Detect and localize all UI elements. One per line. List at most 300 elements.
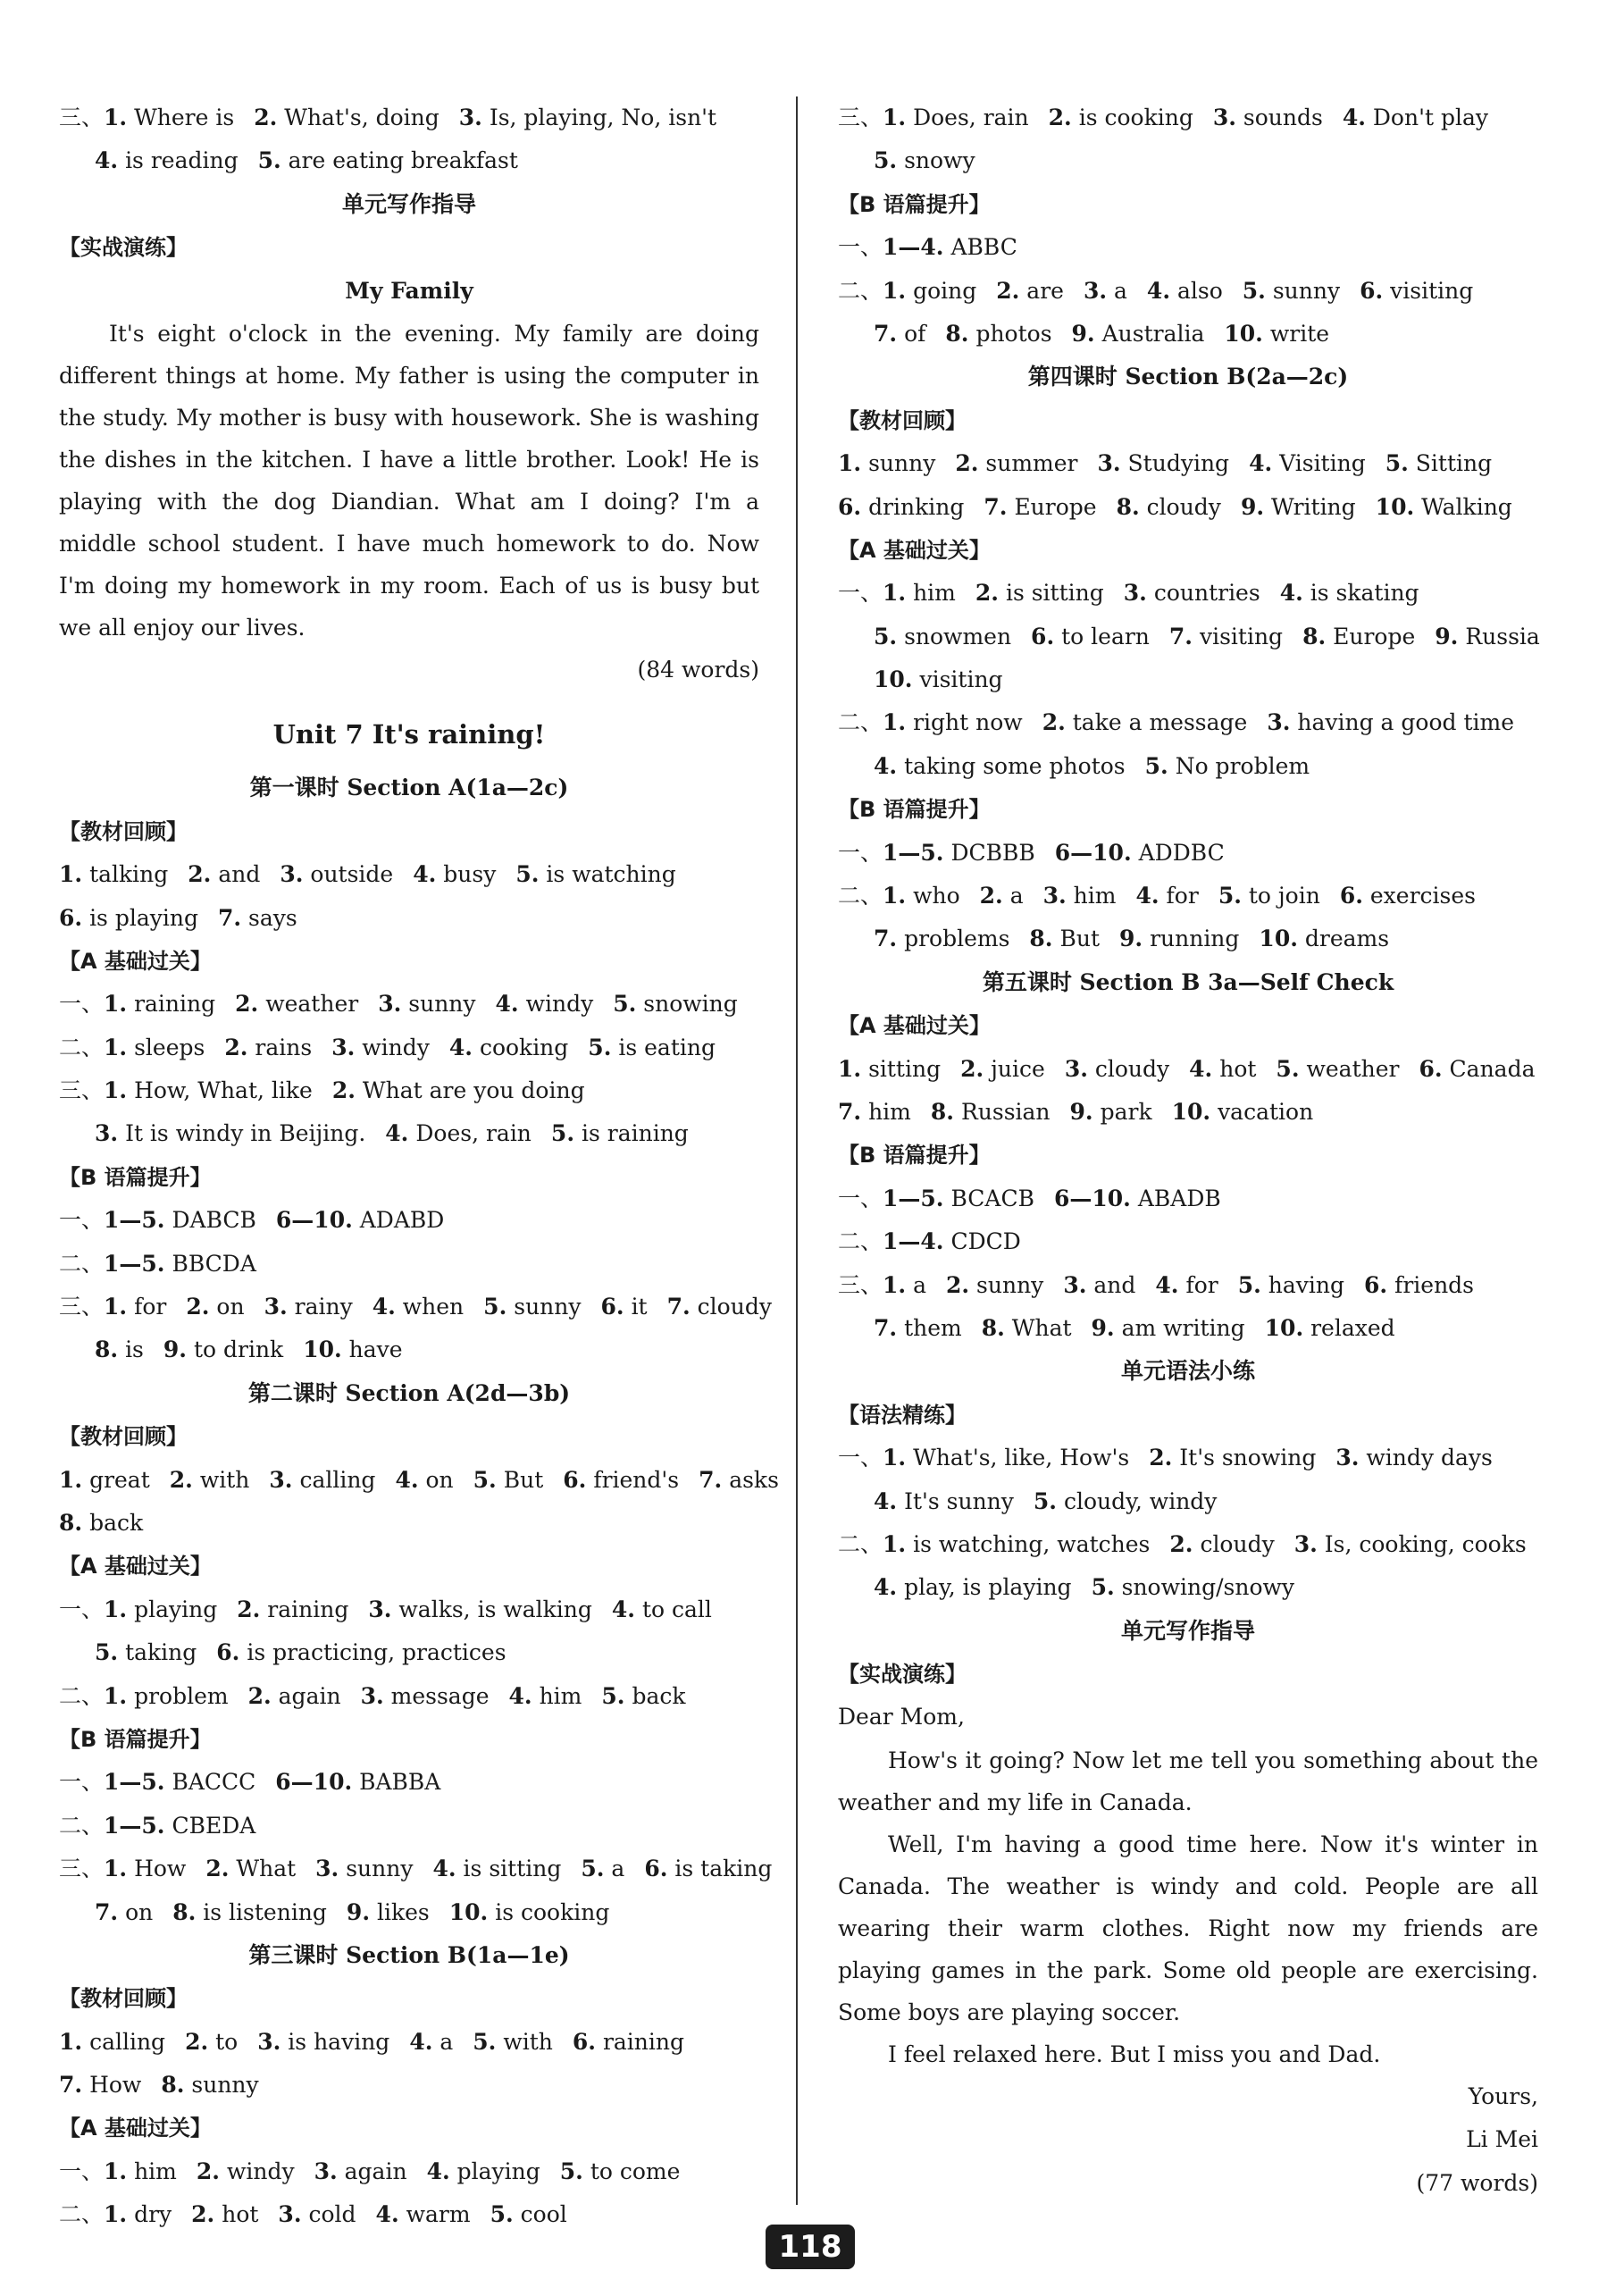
answer-text: rains	[255, 1034, 313, 1060]
answer-item	[373, 1294, 464, 1320]
section-number: 二、	[838, 1530, 883, 1557]
answer-number: 1.	[883, 277, 907, 304]
answer-item	[1055, 840, 1225, 866]
answer-item	[483, 1294, 581, 1320]
answer-number: 7.	[1168, 623, 1193, 649]
answer-text: taking	[125, 1639, 197, 1666]
answer-number: 3.	[315, 1856, 339, 1882]
answer-item	[883, 709, 1023, 735]
answer-item	[883, 840, 1035, 866]
answer-number: 5.	[601, 1682, 625, 1709]
answer-number: 5.	[550, 1120, 575, 1147]
answer-text: asks	[729, 1466, 779, 1493]
answer-item	[984, 494, 1096, 520]
answer-text: sunny	[976, 1271, 1044, 1298]
answer-text: on	[216, 1294, 245, 1320]
answer-item	[883, 1272, 926, 1298]
answer-text: snowmen	[904, 623, 1012, 649]
answer-number: 4.	[1189, 1055, 1213, 1082]
exercise-label: 【教材回顾】	[838, 407, 967, 433]
answer-item	[59, 2072, 141, 2098]
answer-line	[59, 139, 759, 182]
answer-item	[613, 991, 738, 1017]
answer-number: 4.	[874, 1487, 898, 1514]
answer-item	[264, 1294, 353, 1320]
answer-item	[1280, 580, 1419, 606]
answer-text: sunny	[346, 1856, 414, 1882]
answer-number: 6.	[600, 1294, 624, 1320]
answer-text: is taking	[674, 1856, 773, 1882]
answer-text: Canada	[1449, 1055, 1536, 1082]
answer-item	[95, 1899, 153, 1925]
answer-item	[667, 1294, 772, 1320]
answer-number: 6.	[59, 904, 83, 931]
answer-text: snowing/snowy	[1121, 1574, 1295, 1601]
answer-number: 5.	[515, 861, 540, 888]
answer-text: him	[539, 1682, 582, 1709]
answer-text: is listening	[203, 1898, 327, 1925]
answer-item	[1265, 1315, 1395, 1341]
section-number: 一、	[838, 839, 883, 866]
answer-number: 2.	[996, 277, 1020, 304]
answer-text: for	[1185, 1271, 1218, 1298]
answer-number: 6.	[563, 1466, 587, 1493]
answer-item	[104, 1813, 255, 1839]
answer-text: Russian	[960, 1098, 1051, 1125]
answer-number: 1.	[838, 450, 862, 477]
answer-line	[59, 2150, 759, 2193]
answer-number: 4.	[372, 1294, 396, 1320]
answer-number: 5.	[95, 1639, 119, 1666]
answer-number: 3.	[314, 2158, 338, 2184]
right-aligned-text: (77 words)	[1416, 2169, 1538, 2196]
answer-line	[838, 1437, 1538, 1479]
answer-text: BCACB	[950, 1185, 1034, 1211]
answer-item	[551, 1120, 689, 1146]
answer-text: them	[904, 1314, 962, 1341]
answer-item	[1117, 494, 1221, 520]
answer-item	[883, 1186, 1034, 1211]
answer-item	[563, 1467, 679, 1493]
answer-text: a	[913, 1271, 926, 1298]
answer-number: 3.	[1064, 1055, 1088, 1082]
answer-item	[1124, 580, 1260, 606]
answer-item	[1224, 321, 1329, 347]
answer-text: is sitting	[463, 1856, 562, 1882]
answer-item	[104, 1251, 256, 1277]
answer-text: says	[248, 904, 297, 931]
answer-line	[59, 96, 759, 139]
answer-number: 2.	[235, 991, 259, 1018]
answer-number: 1—4.	[883, 234, 944, 261]
answer-number: 1.	[883, 580, 907, 607]
answer-text: How, What, like	[134, 1077, 313, 1104]
answer-text: snowy	[904, 147, 975, 174]
answer-text: outside	[310, 861, 394, 888]
answer-text: Does, rain	[913, 105, 1029, 130]
answer-item	[258, 147, 518, 173]
answer-text: sunny	[868, 450, 936, 477]
answer-item	[874, 147, 975, 173]
answer-item	[1147, 278, 1223, 304]
answer-number: 4.	[448, 1034, 473, 1060]
answer-text: problem	[134, 1682, 229, 1709]
answer-number: 1.	[883, 105, 907, 130]
answer-item	[1070, 1099, 1152, 1125]
answer-text: How	[89, 2072, 142, 2099]
answer-line	[838, 139, 1538, 182]
answer-text: Walking	[1421, 493, 1512, 520]
answer-number: 4.	[1155, 1271, 1179, 1298]
answer-line	[59, 983, 759, 1026]
answer-number: 1.	[59, 2028, 83, 2055]
answer-number: 3.	[269, 1466, 293, 1493]
answer-number: 5.	[1033, 1487, 1057, 1514]
answer-item	[1084, 278, 1127, 304]
answer-number: 1.	[59, 861, 83, 888]
answer-text: walks, is walking	[398, 1596, 592, 1622]
section-number: 三、	[838, 1271, 883, 1298]
answer-text: to call	[641, 1596, 712, 1622]
answer-item	[883, 1531, 1150, 1557]
answer-number: 7.	[874, 1314, 898, 1341]
answer-text: hot	[222, 2201, 259, 2228]
answer-item	[1259, 926, 1389, 951]
answer-number: 1.	[838, 1055, 862, 1082]
answer-text: photos	[975, 320, 1052, 347]
answer-item	[874, 1488, 1014, 1514]
answer-number: 5.	[473, 1466, 497, 1493]
answer-item	[1029, 926, 1100, 951]
answer-text: is watching, watches	[913, 1530, 1151, 1557]
answer-text: calling	[89, 2028, 166, 2055]
answer-item	[432, 1856, 561, 1881]
answer-item	[560, 2158, 681, 2184]
answer-line	[838, 1480, 1538, 1523]
answer-text: weather	[265, 991, 359, 1018]
answer-line	[838, 1566, 1538, 1609]
answer-number: 4.	[1135, 883, 1159, 909]
answer-text: ADABD	[359, 1207, 445, 1234]
answer-item	[248, 1683, 341, 1709]
answer-text: is cooking	[495, 1898, 610, 1925]
answer-text: is practicing, practices	[247, 1639, 506, 1666]
exercise-label: 【实战演练】	[838, 1662, 967, 1688]
answer-text: back	[632, 1682, 686, 1709]
section-number: 二、	[838, 709, 883, 736]
answer-text: hot	[1219, 1055, 1257, 1082]
answer-number: 2.	[237, 1596, 261, 1622]
answer-item	[1169, 624, 1283, 649]
answer-text: But	[1059, 926, 1100, 952]
answer-text: DABCB	[172, 1207, 256, 1234]
answer-text: visiting	[1390, 277, 1474, 304]
answer-item	[1065, 1056, 1169, 1082]
exercise-label: 【实战演练】	[59, 235, 188, 261]
answer-item	[1092, 1574, 1294, 1600]
answer-text: and	[218, 861, 261, 888]
answer-text: a	[439, 2028, 454, 2055]
answer-text: Writing	[1271, 493, 1356, 520]
section-number: 二、	[59, 1034, 105, 1060]
answer-text: raining	[267, 1596, 349, 1622]
answer-number: 3.	[331, 1034, 356, 1060]
answer-line	[59, 1328, 759, 1371]
answer-item	[1267, 709, 1514, 735]
answer-number: 8.	[945, 320, 969, 347]
answer-text: juice	[991, 1055, 1045, 1082]
section-number: 二、	[838, 1228, 883, 1255]
answer-line	[838, 658, 1538, 701]
answer-number: 10.	[1259, 926, 1298, 952]
answer-line	[838, 96, 1538, 139]
answer-text: when	[402, 1294, 465, 1320]
answer-number: 6.	[1419, 1055, 1443, 1082]
answer-item	[1135, 883, 1198, 909]
answer-number: 4.	[1249, 450, 1273, 477]
answer-text: But	[503, 1466, 544, 1493]
exercise-label: 【A 基础过关】	[59, 948, 212, 974]
answer-item	[955, 450, 1077, 476]
answer-text: to drink	[193, 1337, 284, 1363]
answer-text: to join	[1248, 883, 1320, 909]
answer-text: Visiting	[1279, 450, 1366, 477]
answer-item	[376, 2201, 471, 2227]
answer-number: 2.	[188, 861, 212, 888]
answer-number: 7.	[838, 1098, 862, 1125]
exercise-label: 【A 基础过关】	[838, 1013, 991, 1039]
answer-item	[59, 861, 168, 887]
answer-number: 7.	[874, 926, 898, 952]
answer-number: 4.	[413, 861, 437, 888]
right-aligned-text: Li Mei	[1466, 2126, 1538, 2153]
answer-item	[378, 991, 475, 1017]
answer-number: 3.	[280, 861, 304, 888]
section-heading: 单元写作指导	[1120, 1617, 1255, 1644]
answer-line	[838, 745, 1538, 788]
answer-number: 4.	[1279, 580, 1303, 607]
exercise-label: 【语法精练】	[838, 1402, 967, 1428]
answer-text: a	[1114, 277, 1127, 304]
answer-number: 4.	[409, 2028, 433, 2055]
section-number: 一、	[59, 1596, 105, 1622]
answer-number: 3.	[95, 1120, 119, 1147]
section-number: 二、	[838, 277, 883, 304]
section-number: 三、	[59, 1294, 105, 1320]
answer-item	[205, 1856, 296, 1881]
answer-item	[1063, 1272, 1135, 1298]
answer-text: is watching	[546, 861, 676, 888]
answer-item	[699, 1467, 779, 1493]
answer-number: 2.	[1048, 105, 1072, 130]
answer-item	[315, 1856, 413, 1881]
answer-number: 2.	[247, 1682, 272, 1709]
section-number: 二、	[59, 2201, 105, 2228]
answer-text: dreams	[1304, 926, 1390, 952]
right-aligned-text: (84 words)	[637, 656, 759, 683]
answer-number: 1.	[104, 1856, 128, 1882]
answer-line	[59, 1459, 779, 1502]
answer-item	[59, 2029, 165, 2055]
answer-text: BBCDA	[172, 1250, 256, 1277]
answer-text: Studying	[1127, 450, 1230, 477]
answer-item	[218, 905, 297, 931]
answer-line	[838, 313, 1538, 356]
answer-item	[1435, 624, 1540, 649]
answer-number: 2.	[1042, 709, 1066, 736]
answer-text: cloudy	[1200, 1530, 1275, 1557]
answer-line	[838, 1091, 1538, 1134]
answer-text: play, is playing	[904, 1574, 1072, 1601]
answer-text: sunny	[514, 1294, 582, 1320]
answer-item	[1092, 1315, 1245, 1341]
answer-number: 2.	[960, 1055, 984, 1082]
answer-text: visiting	[1199, 623, 1284, 649]
section-number: 三、	[59, 1856, 105, 1882]
answer-number: 3.	[368, 1596, 392, 1622]
answer-text: windy	[525, 991, 594, 1018]
answer-text: have	[348, 1337, 403, 1363]
answer-item	[104, 1207, 256, 1233]
answer-text: is reading	[125, 147, 239, 174]
answer-number: 9.	[1119, 926, 1143, 952]
section-number: 一、	[838, 1185, 883, 1211]
answer-number: 1—5.	[104, 1250, 165, 1277]
answer-number: 3.	[264, 1294, 288, 1320]
answer-text: is having	[288, 2028, 390, 2055]
answer-text: am writing	[1121, 1314, 1245, 1341]
answer-text: relaxed	[1310, 1314, 1395, 1341]
answer-item	[1213, 105, 1323, 130]
answer-text: again	[344, 2158, 407, 2184]
answer-text: likes	[376, 1898, 430, 1925]
section-number: 三、	[838, 105, 883, 130]
answer-item	[449, 1035, 568, 1060]
answer-number: 6.	[1031, 623, 1055, 649]
answer-number: 9.	[1069, 1098, 1093, 1125]
answer-text: Don't play	[1372, 105, 1488, 130]
exercise-label: 【A 基础过关】	[59, 2116, 212, 2141]
answer-item	[104, 105, 234, 130]
answer-text: BACCC	[172, 1769, 256, 1796]
answer-number: 10.	[1171, 1098, 1211, 1125]
answer-item	[413, 861, 496, 887]
answer-item	[601, 1294, 648, 1320]
answer-item	[1364, 1272, 1474, 1298]
answer-number: 5.	[1237, 1271, 1261, 1298]
answer-item	[883, 883, 960, 909]
answer-item	[332, 1077, 585, 1103]
answer-line	[59, 897, 759, 940]
answer-text: with	[199, 1466, 250, 1493]
answer-item	[644, 1856, 772, 1881]
answer-item	[104, 2201, 172, 2227]
answer-number: 3.	[458, 105, 482, 130]
answer-text: vacation	[1218, 1098, 1314, 1125]
answer-item	[982, 1315, 1072, 1341]
answer-text: him	[868, 1098, 911, 1125]
answer-item	[254, 105, 439, 130]
answer-text: What	[236, 1856, 297, 1882]
answer-number: 2.	[196, 2158, 220, 2184]
answer-number: 2.	[979, 883, 1003, 909]
answer-text: exercises	[1369, 883, 1476, 909]
answer-text: ABADB	[1137, 1185, 1221, 1211]
exercise-label: 【A 基础过关】	[59, 1554, 212, 1580]
answer-number: 8.	[1116, 493, 1140, 520]
answer-text: It is windy in Beijing.	[125, 1120, 366, 1147]
essay-paragraph: Well, I'm having a good time here. Now it's winter in Canada. The weather is windy and cold. People are all wearing their warm clothes. Right now my friends are playing games in the park. Some old people are exercising. Some boys are playing soccer.	[838, 1831, 1538, 2025]
answer-line	[838, 616, 1538, 658]
answer-number: 8.	[1029, 926, 1053, 952]
answer-item	[960, 1056, 1045, 1082]
section-heading: My Family	[345, 277, 473, 304]
answer-number: 1—5.	[883, 1185, 944, 1211]
answer-text: for	[134, 1294, 167, 1320]
answer-item	[883, 580, 956, 606]
answer-text: DCBBB	[950, 839, 1035, 866]
answer-item	[1034, 1488, 1218, 1514]
answer-line	[59, 1588, 759, 1631]
answer-item	[347, 1899, 430, 1925]
answer-item	[980, 883, 1024, 909]
answer-number: 2.	[254, 105, 278, 130]
answer-number: 1.	[104, 1034, 128, 1060]
answer-text: take a message	[1072, 709, 1248, 736]
answer-item	[280, 861, 393, 887]
answer-item	[1343, 105, 1488, 130]
answer-item	[1149, 1445, 1316, 1471]
answer-item	[257, 2029, 389, 2055]
answer-text: is skating	[1310, 580, 1419, 607]
answer-text: friends	[1394, 1271, 1475, 1298]
answer-item	[515, 861, 675, 887]
answer-text: sitting	[868, 1055, 942, 1082]
answer-item	[427, 2158, 540, 2184]
answer-number: 2.	[1149, 1445, 1173, 1471]
section-number: 二、	[838, 883, 883, 909]
answer-item	[946, 1272, 1043, 1298]
answer-number: 6.	[572, 2028, 596, 2055]
answer-item	[1302, 624, 1415, 649]
answer-text: Where is	[134, 105, 235, 130]
answer-text: sleeps	[134, 1034, 205, 1060]
answer-item	[303, 1337, 402, 1362]
answer-line	[838, 226, 1538, 269]
answer-line	[838, 572, 1538, 615]
answer-item	[1049, 105, 1193, 130]
answer-text: playing	[456, 2158, 540, 2184]
answer-text: cool	[520, 2201, 567, 2228]
answer-line	[838, 1523, 1538, 1566]
answer-number: 1—5.	[104, 1812, 165, 1839]
answer-text: Russia	[1465, 623, 1540, 649]
answer-text: taking some photos	[904, 752, 1126, 779]
answer-number: 6—10.	[275, 1769, 353, 1796]
answer-number: 2.	[186, 1294, 210, 1320]
answer-line	[59, 1199, 759, 1242]
answer-item	[1340, 883, 1476, 909]
answer-text: sunny	[191, 2072, 259, 2099]
answer-number: 2.	[1169, 1530, 1193, 1557]
section-heading: 第三课时 Section B(1a—1e)	[248, 1941, 570, 1968]
answer-text: What	[1011, 1314, 1072, 1341]
answer-item	[163, 1337, 283, 1362]
answer-number: 7.	[95, 1898, 119, 1925]
answer-number: 3.	[1063, 1271, 1087, 1298]
section-heading: 单元写作指导	[341, 190, 476, 217]
answer-item	[883, 105, 1029, 130]
